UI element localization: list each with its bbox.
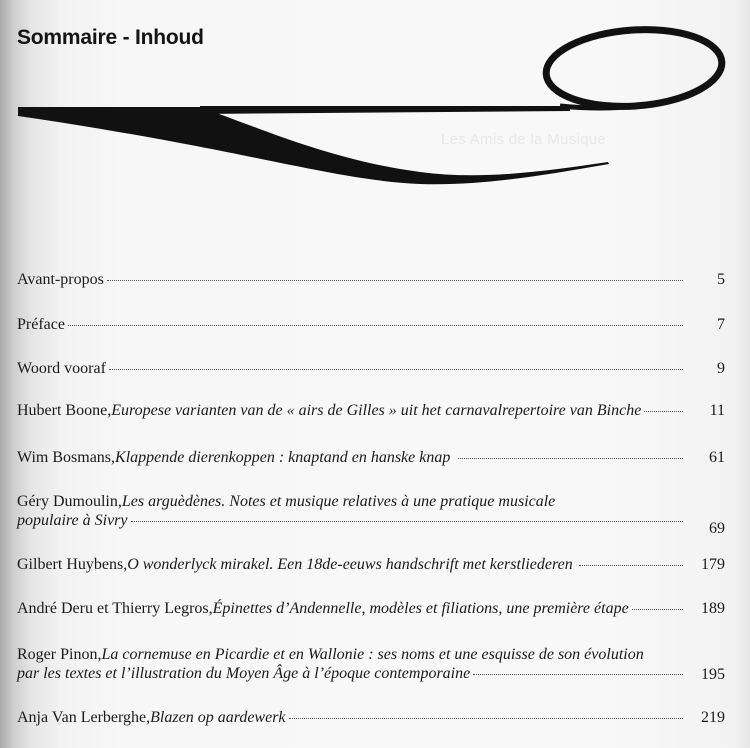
page-number: 9 [717, 360, 725, 377]
toc-entry-wim-bosmans[interactable] [17, 448, 725, 467]
page-number: 179 [701, 556, 725, 573]
toc-entry-title: Europese varianten van de « airs de Gilles » uit het carnavalrepertoire van Binche [111, 402, 642, 419]
dotted-leader [632, 608, 683, 610]
dotted-leader [458, 457, 683, 459]
toc-entry-title-continuation: par les textes et l’illustration du Moyen Âge à l’époque contemporaine [17, 665, 471, 682]
dotted-leader [68, 324, 683, 326]
page-number: 189 [701, 600, 725, 617]
toc-entry-author: André Deru et Thierry Legros, [17, 600, 213, 617]
page-title: Sommaire - Inhoud [17, 26, 204, 49]
page-number: 7 [717, 316, 725, 333]
toc-entry-avant-propos[interactable] [17, 270, 725, 289]
toc-entry-title: Blazen op aardewerk [150, 709, 286, 726]
toc-entry-title: Woord vooraf [17, 360, 106, 377]
dotted-leader [289, 717, 683, 719]
toc-entry-author: Roger Pinon, [17, 646, 102, 663]
toc-entry-title: Préface [17, 316, 65, 333]
toc-entry-title: O wonderlyck mirakel. Een 18de-eeuws handschrift met kerstliederen [127, 556, 573, 573]
page-number: 69 [709, 520, 725, 537]
page-number: 61 [709, 449, 725, 466]
toc-entry-woord-vooraf[interactable] [17, 359, 725, 378]
dotted-leader [579, 564, 683, 566]
toc-entry-title: Les arguèdènes. Notes et musique relatives à une pratique musicale [121, 493, 556, 510]
dotted-leader [473, 673, 683, 675]
page-number: 11 [709, 402, 725, 419]
toc-entry-author: Wim Bosmans, [17, 449, 116, 466]
dotted-leader [107, 279, 683, 281]
toc-entry-roger-pinon[interactable] [17, 645, 725, 683]
page-number: 219 [701, 709, 725, 726]
toc-entry-author: Géry Dumoulin, [17, 493, 122, 510]
toc-entry-title-continuation: populaire à Sivry [17, 512, 128, 529]
toc-entry-preface[interactable] [17, 315, 725, 334]
toc-entry-gery-dumoulin[interactable] [17, 492, 725, 537]
page-number: 5 [717, 271, 725, 288]
toc-entry-title: La cornemuse en Picardie et en Wallonie : ses noms et une esquisse de son évolution [101, 646, 644, 663]
toc-entry-title: Klappende dierenkoppen : knaptand en hanske knap [115, 449, 451, 466]
page-number: 195 [701, 666, 725, 683]
toc-entry-gilbert-huybens[interactable] [17, 555, 725, 574]
toc-entry-hubert-boone[interactable] [17, 401, 725, 420]
toc-entry-title: Épinettes d’Andennelle, modèles et filiations, une première étape [212, 600, 629, 617]
show-through-text: Les Amis de la Musique [441, 131, 607, 148]
dotted-leader [109, 368, 683, 370]
toc-entry-title: Avant-propos [17, 271, 104, 288]
toc-entry-author: Anja Van Lerberghe, [17, 709, 151, 726]
toc-entry-author: Hubert Boone, [17, 402, 112, 419]
toc-entry-author: Gilbert Huybens, [17, 556, 128, 573]
dotted-leader [644, 410, 683, 412]
calligraphic-flourish-icon [0, 0, 750, 200]
dotted-leader [131, 520, 684, 522]
toc-entry-anja-van-lerberghe[interactable] [17, 708, 725, 727]
toc-entry-andre-deru-thierry-legros[interactable] [17, 599, 725, 618]
